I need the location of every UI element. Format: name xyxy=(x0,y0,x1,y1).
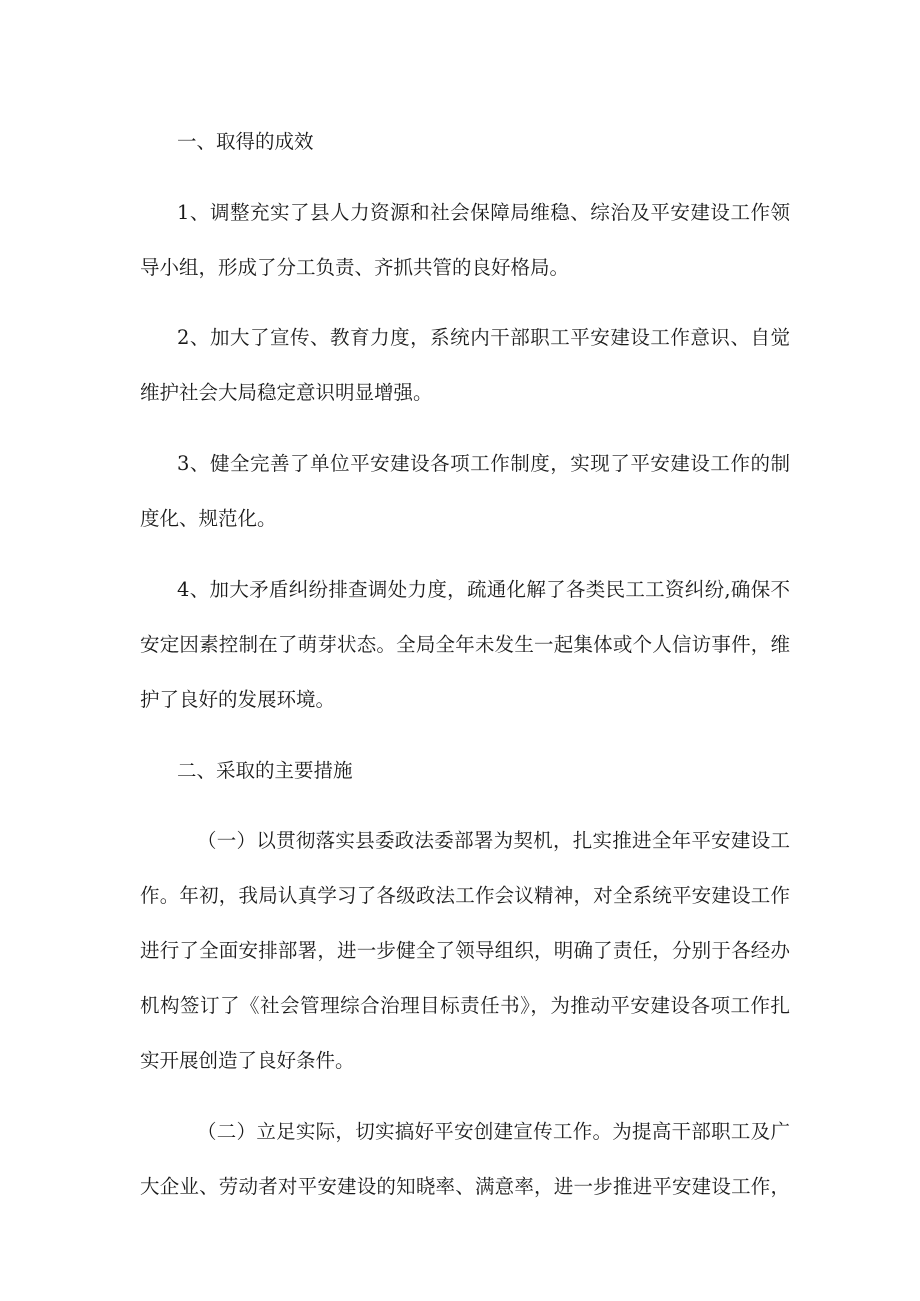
item2-line1: 2、加大了宣传、教育力度，系统内干部职工平安建设工作意识、自觉 xyxy=(177,326,790,349)
measure1-line1: （一）以贯彻落实县委政法委部署为契机，扎实推进全年平安建设工 xyxy=(197,829,790,852)
item3-line2: 度化、规范化。 xyxy=(140,507,277,530)
item2-line2: 维护社会大局稳定意识明显增强。 xyxy=(140,381,433,404)
measure2-line2: 大企业、劳动者对平安建设的知晓率、满意率，进一步推进平安建设工作， xyxy=(140,1175,790,1198)
measure1-line2: 作。年初，我局认真学习了各级政法工作会议精神，对全系统平安建设工作 xyxy=(140,884,790,907)
measure1-line4: 机构签订了《社会管理综合治理目标责任书》，为推动平安建设各项工作扎 xyxy=(140,994,790,1017)
section2-heading: 二、采取的主要措施 xyxy=(177,759,353,782)
section1-heading: 一、取得的成效 xyxy=(177,130,314,153)
item3-line1: 3、健全完善了单位平安建设各项工作制度，实现了平安建设工作的制 xyxy=(177,452,790,475)
item4-line1: 4、加大矛盾纠纷排查调处力度，疏通化解了各类民工工资纠纷,确保不 xyxy=(177,578,790,601)
item4-line2: 安定因素控制在了萌芽状态。全局全年未发生一起集体或个人信访事件，维 xyxy=(140,633,790,656)
measure2-line1: （二）立足实际，切实搞好平安创建宣传工作。为提高干部职工及广 xyxy=(197,1120,790,1143)
measure1-line5: 实开展创造了良好条件。 xyxy=(140,1049,355,1072)
item1-line2: 导小组，形成了分工负责、齐抓共管的良好格局。 xyxy=(140,256,570,279)
measure1-line3: 进行了全面安排部署，进一步健全了领导组织，明确了责任，分别于各经办 xyxy=(140,939,790,962)
item4-line3: 护了良好的发展环境。 xyxy=(140,688,336,711)
item1-line1: 1、调整充实了县人力资源和社会保障局维稳、综治及平安建设工作领 xyxy=(177,201,790,224)
